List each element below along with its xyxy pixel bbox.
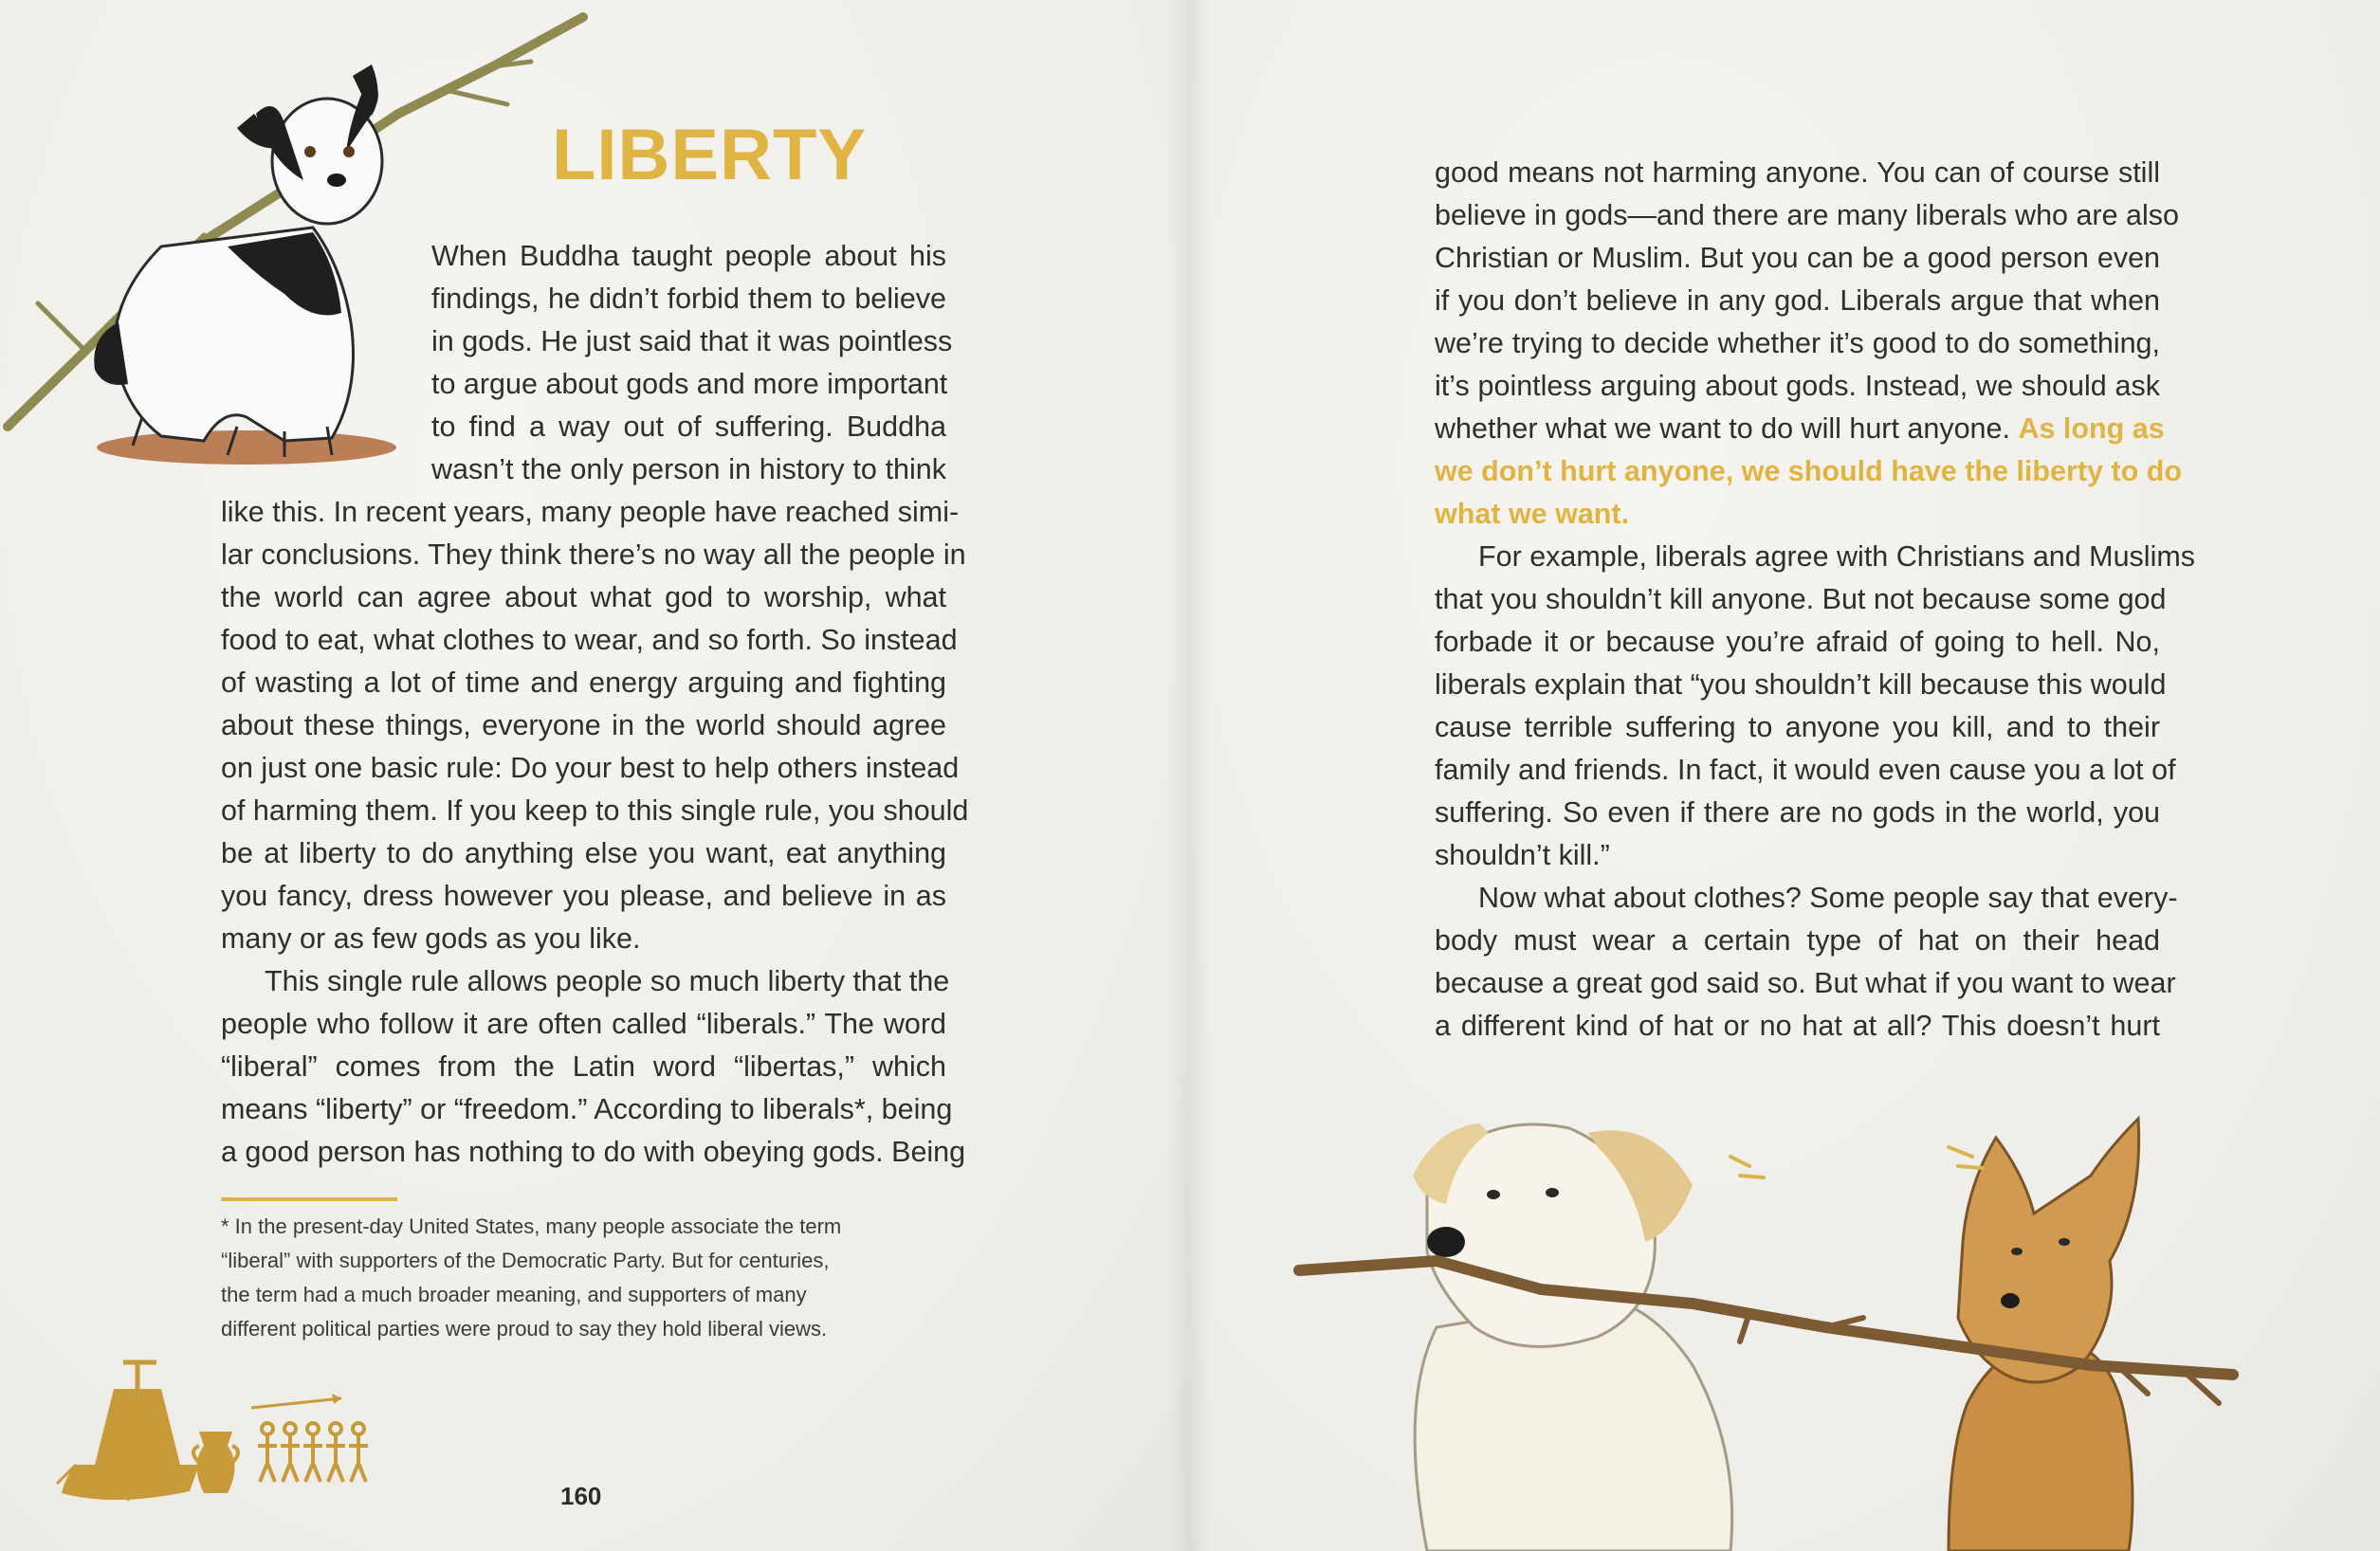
- text-line-content: family and friends. In fact, it would even cause you a lot of: [1435, 754, 2176, 786]
- text-line: [1435, 834, 2160, 877]
- page-number: 160: [560, 1482, 602, 1510]
- text-line-content: we’re trying to decide whether it’s good to do something,: [1435, 327, 2160, 359]
- text-line: [1435, 962, 2176, 1005]
- text-line-content: Christian or Muslim. But you can be a good person even: [1435, 242, 2160, 274]
- text-line-content: you fancy, dress however you please, and believe in as: [221, 880, 946, 912]
- text-line-content: good means not harming anyone. You can of course still: [1435, 156, 2160, 189]
- text-line-content: about these things, everyone in the world should agree: [221, 709, 946, 741]
- text-line-content: believe in gods—and there are many liberals who are also: [1435, 199, 2179, 231]
- text-line-content: of wasting a lot of time and energy arguing and fighting: [221, 666, 946, 699]
- right-text-column: [1435, 152, 2196, 1048]
- text-line: [1435, 322, 2160, 365]
- text-line-content: that you shouldn’t kill anyone. But not because some god: [1435, 583, 2167, 615]
- footnote-rule: [221, 1197, 397, 1201]
- two-dogs-with-stick-illustration: [1294, 1090, 2252, 1551]
- text-line: [221, 1003, 946, 1046]
- footnote-line: different political parties were proud to say they hold liberal views.: [221, 1317, 828, 1341]
- text-line: [221, 320, 953, 363]
- text-line: [1435, 237, 2160, 280]
- text-line-content: wasn’t the only person in history to think: [431, 453, 946, 485]
- text-line: [221, 747, 960, 790]
- text-line-content: For example, liberals agree with Christians and Muslims: [1478, 540, 2196, 573]
- text-line-content: if you don’t believe in any god. Liberals argue that when: [1435, 284, 2160, 317]
- footnote-line: “liberal” with supporters of the Democratic Party. But for centuries,: [221, 1249, 830, 1272]
- text-line: [1435, 578, 2167, 621]
- text-line: [221, 832, 946, 875]
- text-line: [1435, 1005, 2160, 1048]
- text-line: [221, 491, 960, 534]
- chapter-title: LIBERTY: [552, 115, 868, 195]
- text-line: [1435, 706, 2160, 749]
- highlighted-text: we don’t hurt anyone, we should have the liberty to do: [1435, 455, 2182, 487]
- text-line: [1435, 194, 2179, 237]
- text-line: [221, 875, 946, 918]
- text-line: [221, 918, 946, 960]
- text-line: [221, 278, 946, 320]
- text-line: [1435, 408, 2165, 450]
- text-line: [221, 960, 950, 1003]
- text-line-content: findings, he didn’t forbid them to believe: [431, 283, 946, 315]
- text-line: [221, 1088, 953, 1131]
- footnote-line: the term had a much broader meaning, and supporters of many: [221, 1283, 807, 1306]
- text-line: [1435, 365, 2160, 408]
- text-line: [1435, 280, 2160, 322]
- left-text-column: [221, 235, 969, 1174]
- text-line: [221, 704, 946, 747]
- text-line: [1435, 621, 2160, 664]
- text-line: [1435, 493, 2160, 536]
- text-line: [1435, 152, 2160, 194]
- text-line: [1435, 664, 2167, 706]
- text-line-content: shouldn’t kill.”: [1435, 839, 1610, 871]
- text-line-content: many or as few gods as you like.: [221, 922, 641, 955]
- text-line-content: lar conclusions. They think there’s no way all the people in: [221, 538, 966, 571]
- text-line: [221, 448, 946, 491]
- text-line-content: body must wear a certain type of hat on their head: [1435, 924, 2160, 957]
- text-line: [221, 790, 969, 832]
- text-line: [1435, 536, 2196, 578]
- text-line: [221, 576, 946, 619]
- text-line-content: a different kind of hat or no hat at all? This doesn’t hurt: [1435, 1010, 2160, 1042]
- text-line: [221, 363, 946, 406]
- text-line-content: be at liberty to do anything else you want, eat anything: [221, 837, 946, 869]
- text-line-content: suffering. So even if there are no gods in the world, you: [1435, 796, 2160, 829]
- text-line-content: cause terrible suffering to anyone you kill, and to their: [1435, 711, 2160, 743]
- text-line: [1435, 877, 2178, 920]
- text-line: [1435, 450, 2182, 493]
- text-line: [221, 1131, 966, 1174]
- text-line: [221, 662, 946, 704]
- footnote: [221, 1210, 923, 1346]
- text-line-content: to argue about gods and more important: [431, 368, 948, 400]
- text-line-content: a good person has nothing to do with obeying gods. Being: [221, 1136, 966, 1168]
- text-line-content: the world can agree about what god to worship, what: [221, 581, 946, 613]
- text-line-content: liberals explain that “you shouldn’t kill because this would: [1435, 668, 2167, 701]
- text-line-content: of harming them. If you keep to this single rule, you should: [221, 794, 969, 827]
- text-line-content: to find a way out of suffering. Buddha: [431, 411, 946, 443]
- text-line: [1435, 749, 2176, 792]
- text-line-content: food to eat, what clothes to wear, and so forth. So instead: [221, 624, 958, 656]
- text-line: [221, 534, 966, 576]
- text-line: [221, 406, 946, 448]
- text-line: [221, 1046, 946, 1088]
- text-line: [221, 619, 958, 662]
- text-line-content: on just one basic rule: Do your best to help others instead: [221, 752, 960, 784]
- text-line-content: forbade it or because you’re afraid of going to hell. No,: [1435, 626, 2160, 658]
- text-line: [1435, 920, 2160, 962]
- text-line-content: like this. In recent years, many people have reached simi-: [221, 496, 960, 528]
- text-line-content: Now what about clothes? Some people say that every-: [1478, 882, 2178, 914]
- text-line-content: whether what we want to do will hurt anyone.: [1435, 412, 2010, 445]
- text-line: [221, 235, 946, 278]
- text-line-content: “liberal” comes from the Latin word “libertas,” which: [221, 1050, 946, 1083]
- text-line-content: This single rule allows people so much liberty that the: [265, 965, 950, 997]
- text-line-content: means “liberty” or “freedom.” According to liberals*, being: [221, 1093, 953, 1125]
- text-line-content: it’s pointless arguing about gods. Instead, we should ask: [1435, 370, 2160, 402]
- text-line-content: because a great god said so. But what if you want to wear: [1435, 967, 2176, 999]
- highlighted-text: what we want.: [1435, 498, 1630, 530]
- footnote-line: * In the present-day United States, many people associate the term: [221, 1214, 842, 1238]
- text-line-content: people who follow it are often called “liberals.” The word: [221, 1008, 946, 1040]
- text-line-content: When Buddha taught people about his: [431, 240, 946, 272]
- text-line-content: in gods. He just said that it was pointless: [431, 325, 953, 357]
- book-gutter: [1168, 0, 1212, 1551]
- highlighted-text: As long as: [2018, 412, 2165, 445]
- text-line: [1435, 792, 2160, 834]
- ship-amphora-figures-icon: [57, 1351, 370, 1507]
